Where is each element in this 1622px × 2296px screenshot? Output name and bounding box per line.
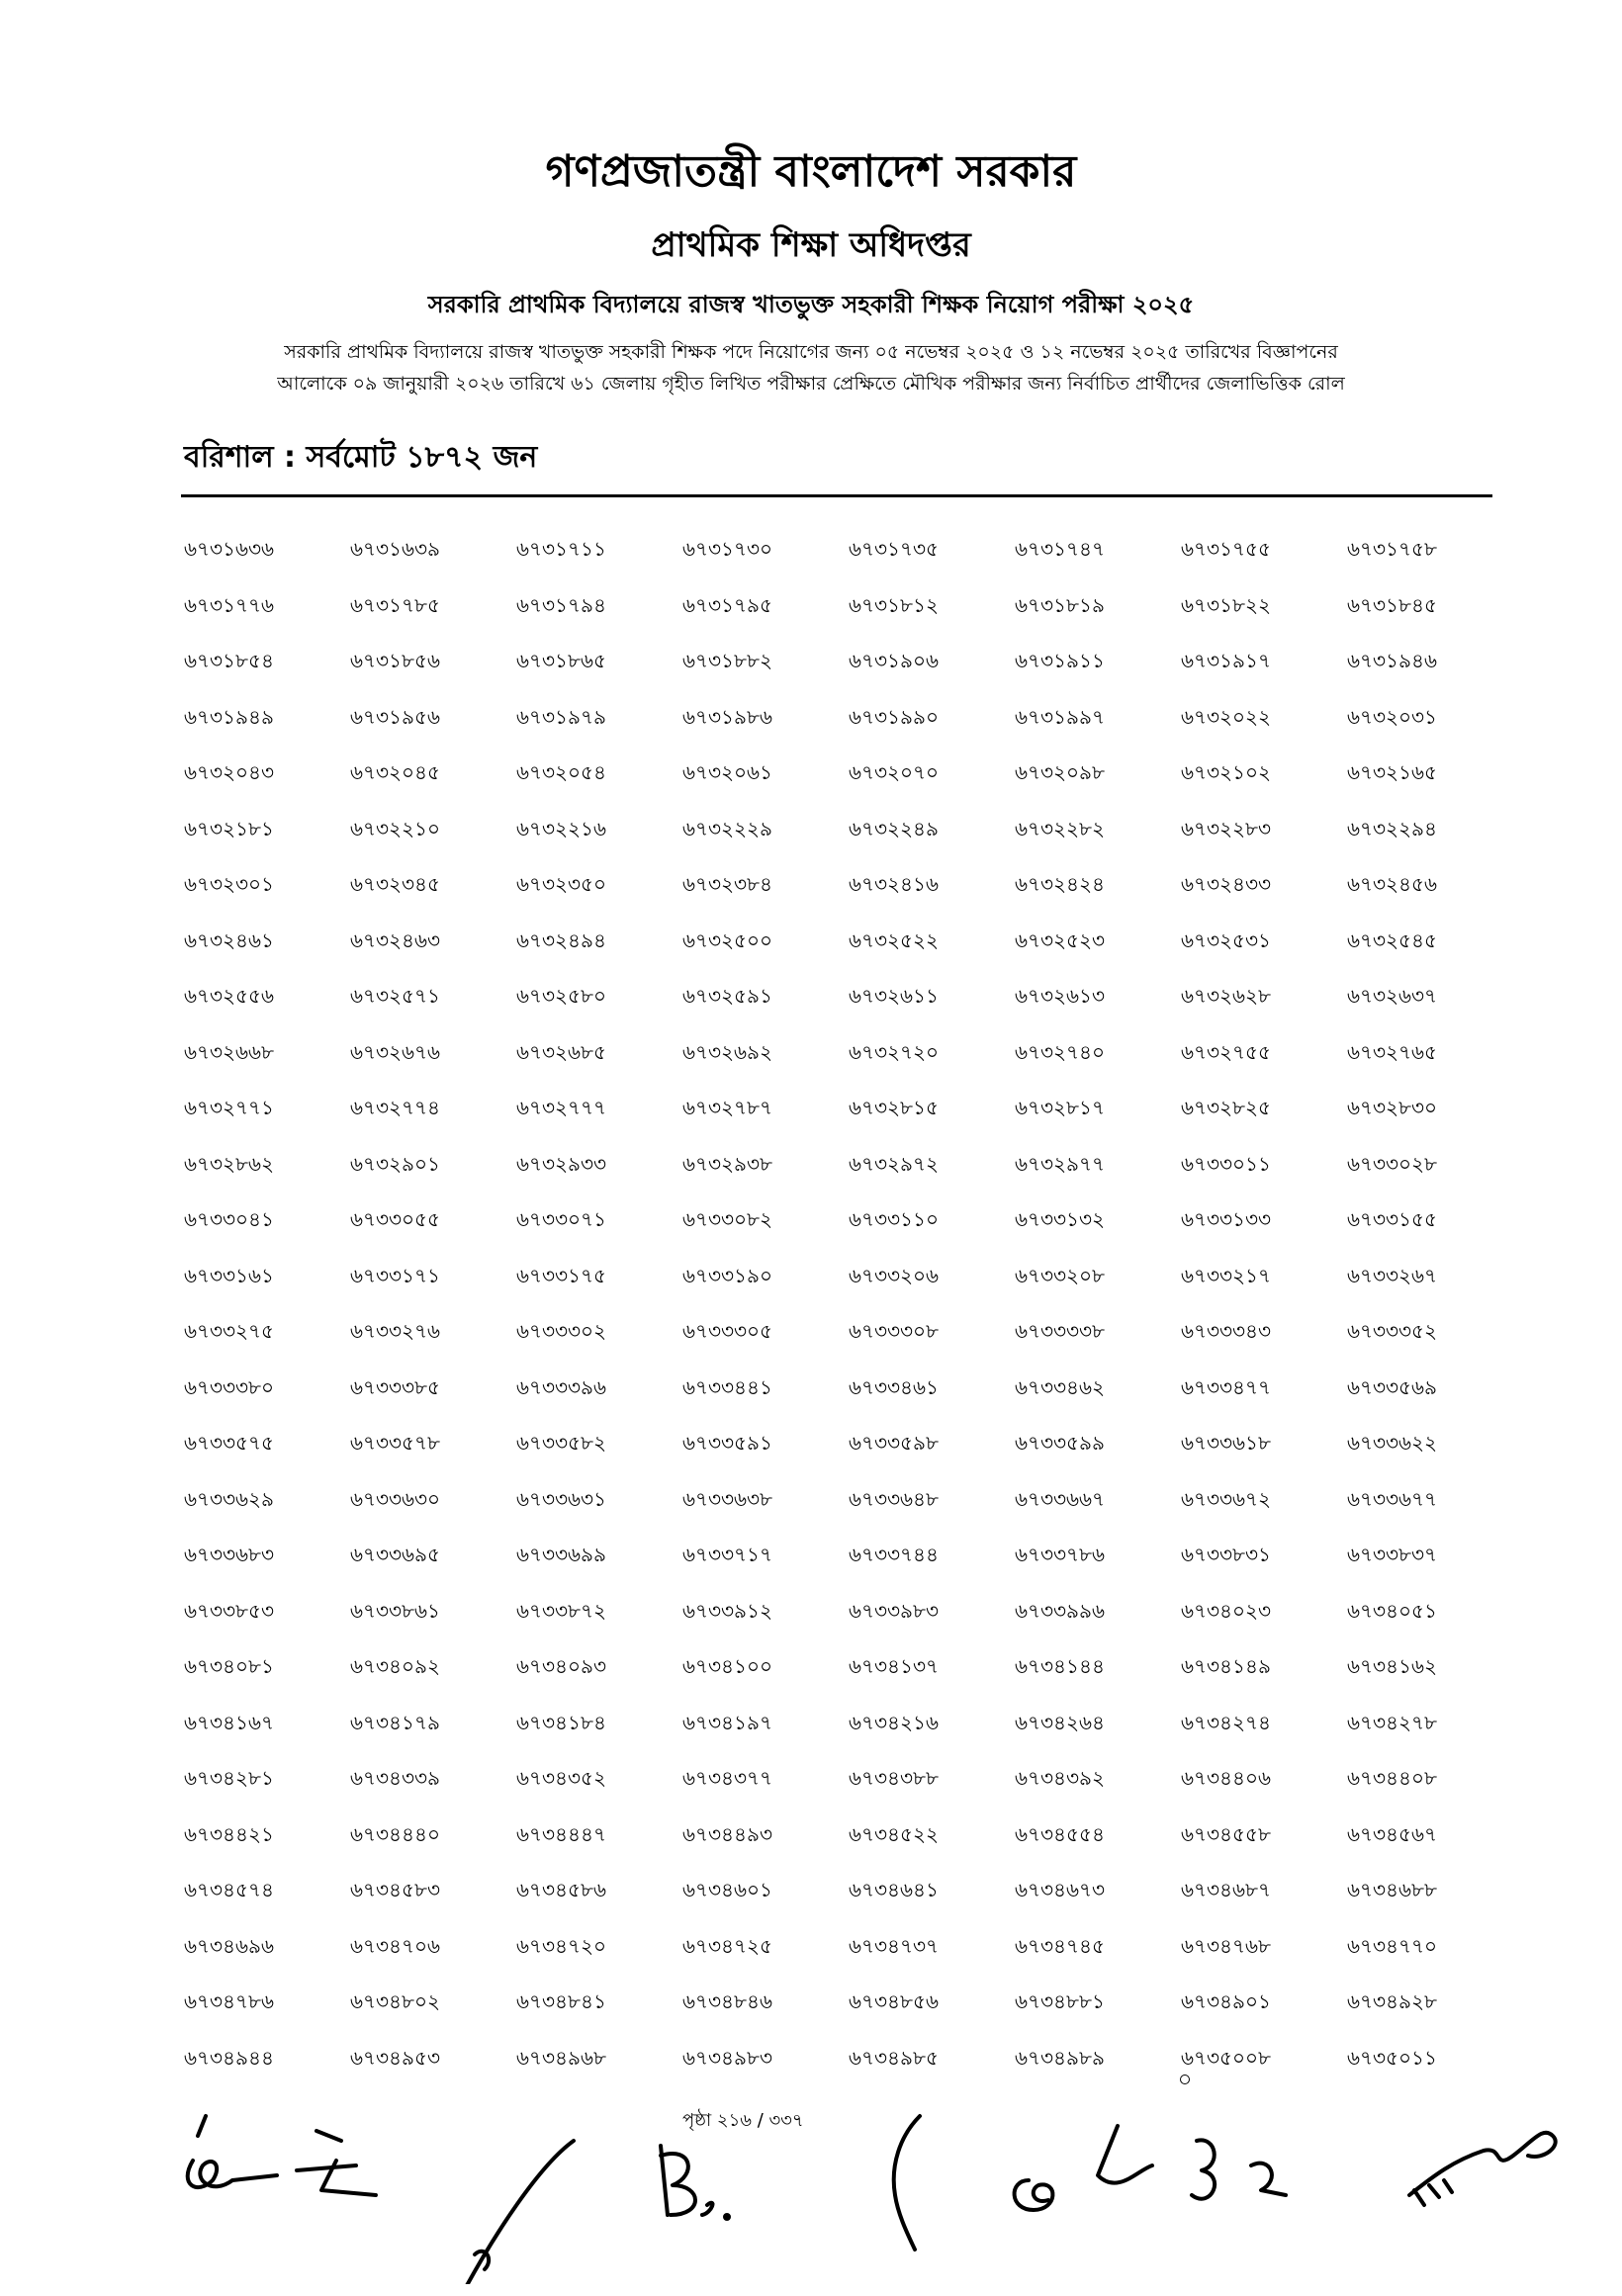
roll-number: ৬৭৩৪৩৩৯ <box>350 1766 440 1790</box>
roll-number: ৬৭৩৪৫৮৩ <box>350 1878 440 1901</box>
page-number: পৃষ্ঠা ২১৬ / ৩৩৭ <box>682 2110 804 2131</box>
roll-number: ৬৭৩৪৫৮৬ <box>516 1878 606 1901</box>
roll-number: ৬৭৩৪৮০২ <box>350 1989 440 2013</box>
roll-number: ৬৭৩২৮১৫ <box>849 1096 939 1119</box>
roll-number: ৬৭৩১৯৪৬ <box>1347 649 1437 672</box>
roll-number: ৬৭৩২৭৭১ <box>184 1096 275 1119</box>
roll-number: ৬৭৩৩৩৩৮ <box>1015 1319 1106 1343</box>
notice-line-1: সরকারি প্রাথমিক বিদ্যালয়ে রাজস্ব খাতভুক্ত সহকারী শিক্ষক পদে নিয়োগের জন্য ০৫ নভেম্বর ২০২৫ ও ১২ নভেম্বর ২০২৫ তারিখের বিজ্ঞাপনের <box>284 341 1338 363</box>
roll-number: ৬৭৩২৫২২ <box>849 927 940 952</box>
notice-text <box>0 336 1622 399</box>
section-divider <box>181 494 1492 497</box>
roll-number: ৬৭৩৩৬৪৮ <box>849 1486 939 1511</box>
roll-number: ৬৭৩২২৪৯ <box>849 816 939 840</box>
roll-number: ৬৭৩২৯০১ <box>350 1151 440 1176</box>
roll-number: ৬৭৩৩৩০২ <box>516 1319 607 1343</box>
roll-number: ৬৭৩২৫৪৫ <box>1347 927 1437 952</box>
roll-number: ৬৭৩১৮১২ <box>849 592 939 617</box>
roll-number: ৬৭৩৪৫৭৪ <box>184 1878 274 1901</box>
roll-number: ৬৭৩২৬১৩ <box>1015 984 1106 1008</box>
roll-number: ৬৭৩১৯০৬ <box>849 649 939 672</box>
roll-number: ৬৭৩২৩৮৪ <box>682 872 772 896</box>
roll-number: ৬৭৩৪৬৪১ <box>849 1878 939 1901</box>
roll-number: ৬৭৩৩৭৮৬ <box>1015 1543 1106 1566</box>
roll-number: ৬৭৩৩৭৪৪ <box>849 1543 939 1566</box>
roll-number: ৬৭৩৩২৭৬ <box>350 1319 441 1343</box>
roll-number-grid <box>184 534 1509 2098</box>
roll-number: ৬৭৩২৪২৪ <box>1015 872 1105 896</box>
roll-number: ৬৭৩৩৮৭২ <box>516 1598 607 1623</box>
roll-number: ৬৭৩১৯৯৭ <box>1015 704 1105 729</box>
roll-number: ৬৭৩১৯৫৬ <box>350 704 440 729</box>
roll-number: ৬৭৩৪৬৯৬ <box>184 1933 274 1958</box>
roll-number: ৬৭৩৩০৪১ <box>184 1207 274 1231</box>
roll-number: ৬৭৩২০৬১ <box>682 760 773 784</box>
roll-number: ৬৭৩২৪১৬ <box>849 872 939 896</box>
roll-number: ৬৭৩১৮১৯ <box>1015 592 1105 617</box>
roll-number: ৬৭৩২৫৮০ <box>516 984 606 1008</box>
small-circle-mark <box>1180 2075 1190 2084</box>
roll-number: ৬৭৩১৭৫৮ <box>1347 537 1437 561</box>
roll-number: ৬৭৩৩১৩২ <box>1015 1207 1106 1231</box>
roll-number: ৬৭৩৩৮৩৭ <box>1347 1543 1438 1566</box>
roll-number: ৬৭৩২০৪৩ <box>184 760 275 784</box>
roll-number: ৬৭৩২৭২০ <box>849 1039 940 1064</box>
roll-number: ৬৭৩৩৮৩১ <box>1181 1543 1271 1566</box>
roll-number: ৬৭৩৪৫২২ <box>849 1821 939 1846</box>
roll-number: ৬৭৩১৯৮৬ <box>682 704 772 729</box>
roll-number: ৬৭৩৪১৮৪ <box>516 1710 606 1734</box>
roll-number: ৬৭৩৩০১১ <box>1181 1151 1271 1176</box>
roll-number: ৬৭৩২৮৩০ <box>1347 1096 1438 1119</box>
roll-number: ৬৭৩২৯৭২ <box>849 1151 940 1176</box>
roll-number: ৬৭৩৩৪৭৭ <box>1181 1374 1272 1399</box>
roll-number: ৬৭৩৩১৩৩ <box>1181 1207 1272 1231</box>
roll-number: ৬৭৩৪৮৫৬ <box>849 1989 939 2013</box>
roll-number: ৬৭৩৩২১৭ <box>1181 1263 1272 1287</box>
roll-number: ৬৭৩৩৬১৮ <box>1181 1431 1271 1455</box>
roll-number: ৬৭৩২৭৬৫ <box>1347 1039 1438 1064</box>
roll-number: ৬৭৩২০৪৫ <box>350 760 440 784</box>
roll-number: ৬৭৩২২১০ <box>350 816 441 840</box>
roll-number: ৬৭৩৪৬৭৩ <box>1015 1878 1106 1901</box>
roll-number: ৬৭৩৩১৯০ <box>682 1263 772 1287</box>
roll-number: ৬৭৩২১০২ <box>1181 760 1272 784</box>
roll-number: ৬৭৩১৯৪৯ <box>184 704 274 729</box>
roll-number: ৬৭৩৪৪০৬ <box>1181 1766 1271 1790</box>
roll-number: ৬৭৩২৪৬১ <box>184 927 274 952</box>
roll-number: ৬৭৩১৭৫৫ <box>1181 537 1271 561</box>
roll-number: ৬৭৩৪৯৬৮ <box>516 2045 606 2070</box>
roll-number: ৬৭৩৪৩৯২ <box>1015 1766 1105 1790</box>
roll-number: ৬৭৩৩৬৭২ <box>1181 1486 1272 1511</box>
roll-number: ৬৭৩১৮৮২ <box>682 649 772 672</box>
roll-number: ৬৭৩৩২০৮ <box>1015 1263 1106 1287</box>
roll-number: ৬৭৩৩৩০৫ <box>682 1319 773 1343</box>
roll-number: ৬৭৩৫০০৮ <box>1181 2045 1271 2070</box>
roll-number: ৬৭৩৩৩৮০ <box>184 1374 275 1399</box>
roll-number: ৬৭৩২২৮২ <box>1015 816 1106 840</box>
roll-number: ৬৭৩৪২৬৪ <box>1015 1710 1105 1734</box>
roll-number: ৬৭৩৩৪৬১ <box>849 1374 939 1399</box>
roll-number: ৬৭৩৩০২৮ <box>1347 1151 1438 1176</box>
roll-number: ৬৭৩২২৮৩ <box>1181 816 1272 840</box>
roll-number: ৬৭৩৪২১৬ <box>849 1710 939 1734</box>
roll-number: ৬৭৩৪১০০ <box>682 1654 772 1678</box>
roll-number: ৬৭৩৩১১০ <box>849 1207 939 1231</box>
roll-number: ৬৭৩১৮৫৪ <box>184 649 274 672</box>
roll-number: ৬৭৩৪৫৫৮ <box>1181 1821 1271 1846</box>
roll-number: ৬৭৩১৭৪৭ <box>1015 537 1105 561</box>
roll-number: ৬৭৩১৮৬৫ <box>516 649 606 672</box>
roll-number: ৬৭৩২৪৯৪ <box>516 927 606 952</box>
roll-number: ৬৭৩২৪৫৬ <box>1347 872 1437 896</box>
roll-number: ৬৭৩১৭৯৪ <box>516 592 606 617</box>
roll-number: ৬৭৩২৪৩৩ <box>1181 872 1272 896</box>
roll-number: ৬৭৩২৯৭৭ <box>1015 1151 1106 1176</box>
roll-number: ৬৭৩৩৪৬২ <box>1015 1374 1106 1399</box>
roll-number: ৬৭৩১৭৯৫ <box>682 592 772 617</box>
roll-number: ৬৭৩২৩৪৫ <box>350 872 440 896</box>
roll-number: ৬৭৩২০৩১ <box>1347 704 1438 729</box>
roll-number: ৬৭৩৩৫৭৮ <box>350 1431 440 1455</box>
roll-number: ৬৭৩৪৮৪৬ <box>682 1989 772 2013</box>
roll-number: ৬৭৩৪৭৭০ <box>1347 1933 1438 1958</box>
roll-number: ৬৭৩২৮৬২ <box>184 1151 275 1176</box>
district-section-title: বরিশাল : সর্বমোট ১৮৭২ জন <box>184 440 538 475</box>
roll-number: ৬৭৩৪৯৮৯ <box>1015 2045 1105 2070</box>
roll-number: ৬৭৩৪১৪৯ <box>1181 1654 1271 1678</box>
roll-number: ৬৭৩৩৯৯৬ <box>1015 1598 1105 1623</box>
roll-number: ৬৭৩৩৬৭৭ <box>1347 1486 1438 1511</box>
roll-number: ৬৭৩৪৫৫৪ <box>1015 1821 1105 1846</box>
roll-number: ৬৭৩২৫৩১ <box>1181 927 1271 952</box>
roll-number: ৬৭৩৩৫৯৮ <box>849 1431 939 1455</box>
roll-number: ৬৭৩৪১৬৭ <box>184 1710 274 1734</box>
roll-number: ৬৭৩২৬৩৭ <box>1347 984 1438 1008</box>
roll-number: ৬৭৩২৫৭১ <box>350 984 440 1008</box>
roll-number: ৬৭৩৩৮৬১ <box>350 1598 440 1623</box>
roll-number: ৬৭৩৪২৭৪ <box>1181 1710 1271 1734</box>
roll-number: ৬৭৩১৮৫৬ <box>350 649 440 672</box>
roll-number: ৬৭৩১৬৩৬ <box>184 537 275 561</box>
signature-3 <box>465 2141 574 2284</box>
roll-number: ৬৭৩৪২৭৮ <box>1347 1710 1437 1734</box>
roll-number: ৬৭৩৪৭৬৮ <box>1181 1933 1271 1958</box>
roll-number: ৬৭৩১৭৩০ <box>682 537 773 561</box>
roll-number: ৬৭৩৩১৭১ <box>350 1263 440 1287</box>
roll-number: ৬৭৩৩৫৬৯ <box>1347 1374 1437 1399</box>
roll-number: ৬৭৩৪৯০১ <box>1181 1989 1271 2013</box>
roll-number: ৬৭৩৩৯১২ <box>682 1598 772 1623</box>
roll-number: ৬৭৩৩৯৮৩ <box>849 1598 939 1623</box>
roll-number: ৬৭৩৪৭৩৭ <box>849 1933 940 1958</box>
roll-number: ৬৭৩৪৮৮১ <box>1015 1989 1105 2013</box>
roll-number: ৬৭৩৩২৭৫ <box>184 1319 275 1343</box>
roll-number: ৬৭৩৩৩৫২ <box>1347 1319 1438 1343</box>
roll-number: ৬৭৩৩৮৫৩ <box>184 1598 274 1623</box>
roll-number: ৬৭৩৪১৪৪ <box>1015 1654 1105 1678</box>
roll-number: ৬৭৩২১৮১ <box>184 816 274 840</box>
roll-number: ৬৭৩৪৬৮৭ <box>1181 1878 1271 1901</box>
roll-number: ৬৭৩৪৪২১ <box>184 1821 274 1846</box>
roll-number: ৬৭৩৩২০৬ <box>849 1263 940 1287</box>
roll-number: ৬৭৩৩৬৮৩ <box>184 1543 275 1566</box>
roll-number: ৬৭৩৪৩৮৮ <box>849 1766 939 1790</box>
roll-number: ৬৭৩৪০২৩ <box>1181 1598 1272 1623</box>
roll-number: ৬৭৩৩৬৬৭ <box>1015 1486 1106 1511</box>
roll-number: ৬৭৩৩৪৪১ <box>682 1374 772 1399</box>
roll-number: ৬৭৩৩৫৯১ <box>682 1431 772 1455</box>
roll-number: ৬৭৩৩১৭৫ <box>516 1263 606 1287</box>
signatures-area <box>0 2086 1622 2284</box>
roll-number: ৬৭৩৪০৫১ <box>1347 1598 1437 1623</box>
roll-number: ৬৭৩৩৬৩০ <box>350 1486 441 1511</box>
roll-number: ৬৭৩৪৭৮৬ <box>184 1989 274 2013</box>
roll-number: ৬৭৩৪৯৪৪ <box>184 2045 274 2070</box>
signature-6 <box>1015 2126 1286 2210</box>
roll-number: ৬৭৩৪৯৮৩ <box>682 2045 772 2070</box>
roll-number: ৬৭৩২৬৭৬ <box>350 1039 441 1064</box>
roll-number: ৬৭৩১৮২২ <box>1181 592 1271 617</box>
roll-number: ৬৭৩৪০৮১ <box>184 1654 274 1678</box>
roll-number: ৬৭৩৩৫৭৫ <box>184 1431 274 1455</box>
roll-number: ৬৭৩৩৩৮৫ <box>350 1374 440 1399</box>
roll-number: ৬৭৩৩৬৯৯ <box>516 1543 606 1566</box>
roll-number: ৬৭৩৪৩৭৭ <box>682 1766 773 1790</box>
notice-line-2: আলোকে ০৯ জানুয়ারী ২০২৬ তারিখে ৬১ জেলায় গৃহীত লিখিত পরীক্ষার প্রেক্ষিতে মৌখিক পরীক্ষার জন্য নির্বাচিত প্রার্থীদের জেলাভিত্তিক রোল <box>277 373 1345 395</box>
roll-number: ৬৭৩৩১৬১ <box>184 1263 274 1287</box>
signature-5 <box>894 2116 920 2250</box>
roll-number: ৬৭৩১৭৭৬ <box>184 592 275 617</box>
roll-number: ৬৭৩১৯১১ <box>1015 649 1105 672</box>
roll-number: ৬৭৩৪৮৪১ <box>516 1989 606 2013</box>
roll-number: ৬৭৩৩৬৯৫ <box>350 1543 440 1566</box>
signature-4 <box>661 2146 729 2219</box>
roll-number: ৬৭৩৫০১১ <box>1347 2045 1437 2070</box>
roll-number: ৬৭৩৪৪৪০ <box>350 1821 440 1846</box>
roll-number: ৬৭৩৪৩৫২ <box>516 1766 606 1790</box>
roll-number: ৬৭৩২৭৭৭ <box>516 1096 607 1119</box>
roll-number: ৬৭৩৩২৬৭ <box>1347 1263 1438 1287</box>
roll-number: ৬৭৩২৬৯২ <box>682 1039 773 1064</box>
signature-2 <box>297 2131 376 2195</box>
roll-number: ৬৭৩২৩৫০ <box>516 872 607 896</box>
roll-number: ৬৭৩১৭৮৫ <box>350 592 440 617</box>
roll-number: ৬৭৩৪৯৮৫ <box>849 2045 939 2070</box>
roll-number: ৬৭৩২২২৯ <box>682 816 773 840</box>
roll-number: ৬৭৩২৬২৮ <box>1181 984 1272 1008</box>
roll-number: ৬৭৩২৫৯১ <box>682 984 772 1008</box>
government-title: গণপ্রজাতন্ত্রী বাংলাদেশ সরকার <box>545 146 1077 197</box>
roll-number: ৬৭৩৩০৭১ <box>516 1207 607 1231</box>
roll-number: ৬৭৩৩০৮২ <box>682 1207 773 1231</box>
roll-number: ৬৭৩১৯৭৯ <box>516 704 606 729</box>
roll-number: ৬৭৩২৬৬৮ <box>184 1039 275 1064</box>
roll-number: ৬৭৩৪৪৪৭ <box>516 1821 606 1846</box>
roll-number: ৬৭৩৪৬৮৮ <box>1347 1878 1437 1901</box>
roll-number: ৬৭৩১৭৩৫ <box>849 537 939 561</box>
roll-number: ৬৭৩৪৯৫৩ <box>350 2045 440 2070</box>
roll-number: ৬৭৩২১৬৫ <box>1347 760 1437 784</box>
roll-number: ৬৭৩২৭৪০ <box>1015 1039 1106 1064</box>
roll-number: ৬৭৩২৩০১ <box>184 872 275 896</box>
roll-number: ৬৭৩২৯৩৮ <box>682 1151 772 1176</box>
roll-number: ৬৭৩৩৫৮২ <box>516 1431 606 1455</box>
roll-number: ৬৭৩৪৭২৫ <box>682 1933 772 1958</box>
roll-number: ৬৭৩২৮২৫ <box>1181 1096 1271 1119</box>
roll-number: ৬৭৩২৬১১ <box>849 984 939 1008</box>
roll-number: ৬৭৩৪১৩৭ <box>849 1654 939 1678</box>
roll-number: ৬৭৩৩৫৯৯ <box>1015 1431 1105 1455</box>
roll-number: ৬৭৩৪০৯২ <box>350 1654 440 1678</box>
roll-number: ৬৭৩৩১৫৫ <box>1347 1207 1437 1231</box>
roll-number: ৬৭৩৪৭০৬ <box>350 1933 441 1958</box>
roll-number: ৬৭৩২০৫৪ <box>516 760 606 784</box>
roll-number: ৬৭৩৪১৭৯ <box>350 1710 440 1734</box>
signature-1 <box>188 2116 277 2187</box>
roll-number: ৬৭৩২৭৮৭ <box>682 1096 773 1119</box>
roll-number: ৬৭৩২২৯৪ <box>1347 816 1437 840</box>
department-title: প্রাথমিক শিক্ষা অধিদপ্তর <box>651 225 971 265</box>
roll-number: ৬৭৩৪৭৪৫ <box>1015 1933 1105 1958</box>
roll-number: ৬৭৩৩০৫৫ <box>350 1207 440 1231</box>
roll-number: ৬৭৩১৭১১ <box>516 537 606 561</box>
roll-number: ৬৭৩২০৯৮ <box>1015 760 1105 784</box>
roll-number: ৬৭৩৪২৮১ <box>184 1766 274 1790</box>
roll-number: ৬৭৩২৮১৭ <box>1015 1096 1105 1119</box>
roll-number: ৬৭৩৪১৯৭ <box>682 1710 772 1734</box>
roll-number: ৬৭৩৪৯২৮ <box>1347 1989 1437 2013</box>
roll-number: ৬৭৩৪০৯৩ <box>516 1654 606 1678</box>
roll-number: ৬৭৩৩৩৯৬ <box>516 1374 607 1399</box>
roll-number: ৬৭৩২২১৬ <box>516 816 607 840</box>
roll-number: ৬৭৩২৯৩৩ <box>516 1151 607 1176</box>
signature-7 <box>1409 2133 1556 2205</box>
roll-number: ৬৭৩৪৭২০ <box>516 1933 607 1958</box>
roll-number: ৬৭৩১৬৩৯ <box>350 537 440 561</box>
roll-number: ৬৭৩২০৭০ <box>849 760 940 784</box>
roll-number: ৬৭৩৪৬০১ <box>682 1878 772 1901</box>
roll-number: ৬৭৩৩৭১৭ <box>682 1543 773 1566</box>
roll-number: ৬৭৩২৬৮৫ <box>516 1039 606 1064</box>
roll-number: ৬৭৩৪১৬২ <box>1347 1654 1437 1678</box>
roll-number: ৬৭৩১৯১৭ <box>1181 649 1271 672</box>
roll-number: ৬৭৩৩৩০৮ <box>849 1319 940 1343</box>
roll-number: ৬৭৩২৫২৩ <box>1015 927 1106 952</box>
roll-number: ৬৭৩২৫৫৬ <box>184 984 274 1008</box>
roll-number: ৬৭৩১৮৪৫ <box>1347 592 1437 617</box>
roll-number: ৬৭৩৪৫৬৭ <box>1347 1821 1437 1846</box>
roll-number: ৬৭৩৪৪০৮ <box>1347 1766 1437 1790</box>
roll-number: ৬৭৩২৭৭৪ <box>350 1096 441 1119</box>
roll-number: ৬৭৩২৫০০ <box>682 927 773 952</box>
roll-number: ৬৭৩১৯৯০ <box>849 704 939 729</box>
roll-number: ৬৭৩৩৬২৯ <box>184 1486 275 1511</box>
roll-number: ৬৭৩৩৬৩৮ <box>682 1486 773 1511</box>
roll-number: ৬৭৩৩৩৪৩ <box>1181 1319 1272 1343</box>
exam-title: সরকারি প্রাথমিক বিদ্যালয়ে রাজস্ব খাতভুক্ত সহকারী শিক্ষক নিয়োগ পরীক্ষা ২০২৫ <box>427 291 1195 318</box>
roll-number: ৬৭৩৩৬২২ <box>1347 1431 1438 1455</box>
roll-number: ৬৭৩৪৪৯৩ <box>682 1821 772 1846</box>
roll-number: ৬৭৩৩৬৩১ <box>516 1486 607 1511</box>
roll-number: ৬৭৩২৪৬৩ <box>350 927 441 952</box>
roll-number: ৬৭৩২৭৫৫ <box>1181 1039 1271 1064</box>
roll-number: ৬৭৩২০২২ <box>1181 704 1272 729</box>
